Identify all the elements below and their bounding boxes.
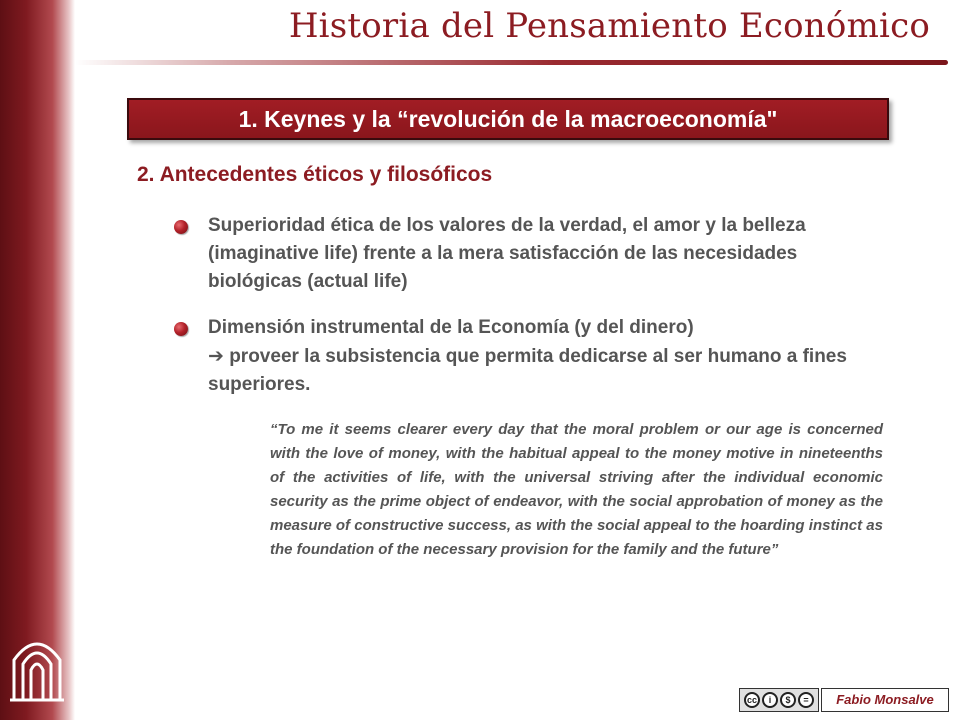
slide-subtitle: 2. Antecedentes éticos y filosóficos [137, 163, 493, 186]
sharealike-icon: = [798, 692, 814, 708]
red-sphere-bullet-icon [174, 220, 188, 234]
bullet-text: Dimensión instrumental de la Economía (y del dinero) [208, 317, 694, 338]
bullet-text: Superioridad ética de los valores de la verdad, el amor y la belleza (imaginative life) frente a la mera satisfacción de las necesidades biológicas (actual life) [208, 215, 806, 292]
author-label: Fabio Monsalve [821, 688, 949, 712]
side-gradient-bar [0, 0, 75, 720]
section-title: 1. Keynes y la “revolución de la macroeconomía" [238, 106, 778, 132]
section-title-box [127, 98, 889, 140]
cc-icon: cc [744, 692, 760, 708]
header-divider [75, 60, 948, 65]
bullet-text-continued: proveer la subsistencia que permita dedicarse al ser humano a fines superiores. [208, 346, 847, 395]
red-sphere-bullet-icon [174, 322, 188, 336]
right-arrow-icon: ➔ [208, 345, 224, 367]
by-attribution-icon: i [762, 692, 778, 708]
bullet-item [208, 212, 878, 296]
bullet-item [208, 314, 878, 399]
noncommercial-icon: $ [780, 692, 796, 708]
keynes-quote: “To me it seems clearer every day that the moral problem or our age is concerned with the love of money, with the habitual appeal to the money motive in nineteenths of the activities of life, with the universal striving after the individual economic security as the prime object of endeavor, with the social approbation of money as the measure of constructive success, as with the social appeal to the hoarding instinct as the foundation of the necessary provision for the family and the future” [270, 421, 883, 558]
cc-license-badge[interactable] [739, 688, 819, 712]
header-title: Historia del Pensamiento Económico [288, 6, 930, 46]
university-arch-logo [6, 624, 68, 704]
